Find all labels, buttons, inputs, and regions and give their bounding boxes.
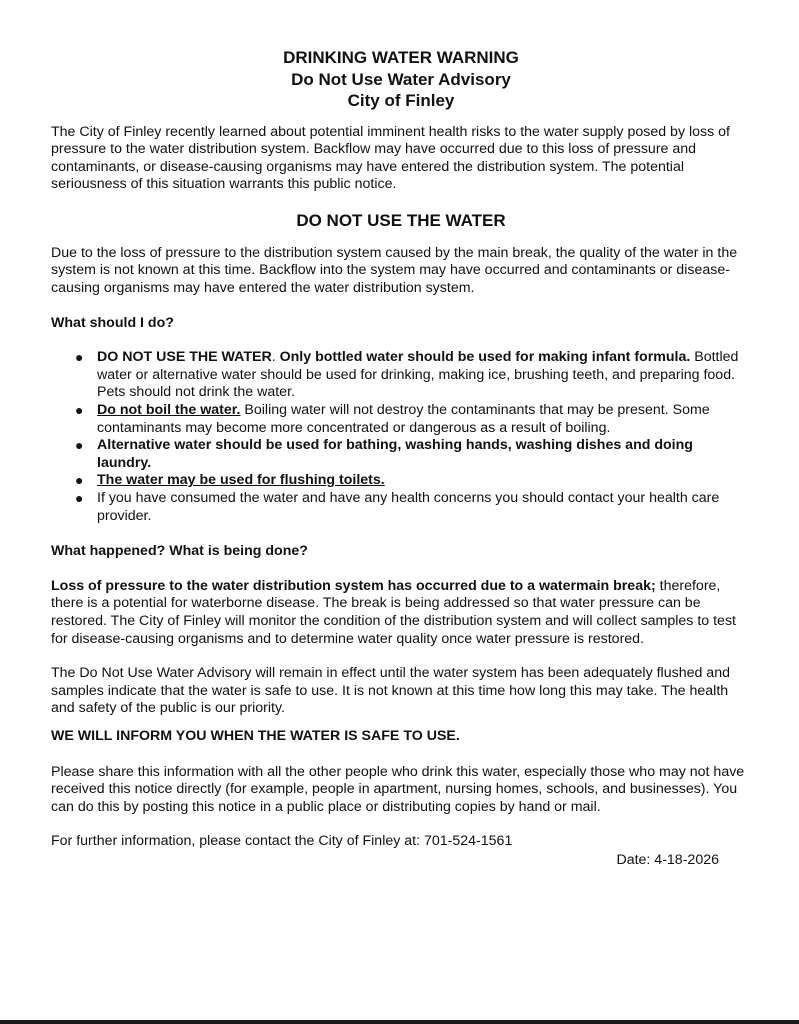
intro-paragraph: The City of Finley recently learned about potential imminent health risks to the water supply posed by loss of pressure to the water distribution system. Backflow may have occurred due to this loss of pressure and contaminants, or disease-causing organisms may have entered the distribution system. The potential seriousness of this situation warrants this public notice.: [51, 123, 730, 193]
title-line-city: City of Finley: [347, 91, 455, 110]
item-bold-text: Alternative water should be used for bathing, washing hands, washing dishes and doing laundry.: [97, 437, 693, 471]
page-bottom-border: [0, 1020, 799, 1024]
share-information-paragraph: Please share this information with all the other people who drink this water, especially those who may not have received this notice directly (for example, people in apartment, nursing homes, schools, and businesses). You can do this by posting this notice in a public place or distributing copies by hand or mail.: [51, 763, 745, 815]
item-body-text: If you have consumed the water and have any health concerns you should contact your health care provider.: [97, 490, 720, 524]
list-item: [75, 437, 751, 472]
what-happened-heading: What happened? What is being done?: [51, 543, 308, 560]
bullet-icon: ●: [75, 349, 84, 366]
item-bold-text-2: Only bottled water should be used for making infant formula.: [279, 349, 691, 366]
item-body-text: Bottled water or alternative water should be used for drinking, making ice, brushing teeth, and preparing food. Pets should not drink the water.: [97, 349, 739, 401]
action-list: [51, 349, 751, 525]
bullet-icon: ●: [75, 472, 84, 489]
loss-of-pressure-paragraph: Due to the loss of pressure to the distribution system caused by the main break, the quality of the water in the system is not known at this time. Backflow into the system may have occurred and contaminants or disease-causing organisms may have entered the water distribution system.: [51, 244, 738, 297]
what-happened-paragraph: [51, 578, 751, 648]
notice-title: [51, 47, 751, 112]
list-item: [75, 472, 751, 490]
title-line-advisory: Do Not Use Water Advisory: [291, 69, 511, 89]
notice-date: Date: 4-18-2026: [616, 851, 719, 868]
what-happened-body: therefore, there is a potential for waterborne disease. The break is being addressed so that water pressure can be restored. The City of Finley will monitor the condition of the distribution system and will collect samples to test for disease-causing organisms and to determine water quality once water pressure is restored.: [51, 577, 736, 647]
item-bold-text: Do not boil the water.: [97, 402, 241, 419]
contact-line: For further information, please contact the City of Finley at: 701-524-1561: [51, 833, 513, 850]
bullet-icon: ●: [75, 402, 84, 419]
watermain-break-lead: Loss of pressure to the water distribution system has occurred due to a watermain break;: [51, 577, 656, 594]
item-bold-text: DO NOT USE THE WATER: [97, 349, 272, 366]
list-item: [75, 490, 751, 525]
what-should-i-do-heading: What should I do?: [51, 314, 174, 331]
bullet-icon: ●: [75, 490, 84, 506]
inform-notice: WE WILL INFORM YOU WHEN THE WATER IS SAFE TO USE.: [51, 727, 460, 744]
item-separator: .: [271, 349, 280, 366]
list-item: [75, 402, 751, 437]
do-not-use-heading: DO NOT USE THE WATER: [296, 210, 506, 230]
notice-content: [51, 47, 751, 870]
list-item: [75, 349, 751, 402]
advisory-duration-paragraph: The Do Not Use Water Advisory will remain in effect until the water system has been adequately flushed and samples indicate that the water is safe to use. It is not known at this time how long this may take. The health and safety of the public is our priority.: [51, 665, 730, 717]
title-line-warning: DRINKING WATER WARNING: [283, 48, 519, 67]
bullet-icon: ●: [75, 437, 84, 454]
item-body-text: Boiling water will not destroy the contaminants that may be present. Some contaminants may become more concentrated or dangerous as a result of boiling.: [97, 402, 710, 436]
item-bold-text: The water may be used for flushing toilets.: [97, 472, 385, 489]
